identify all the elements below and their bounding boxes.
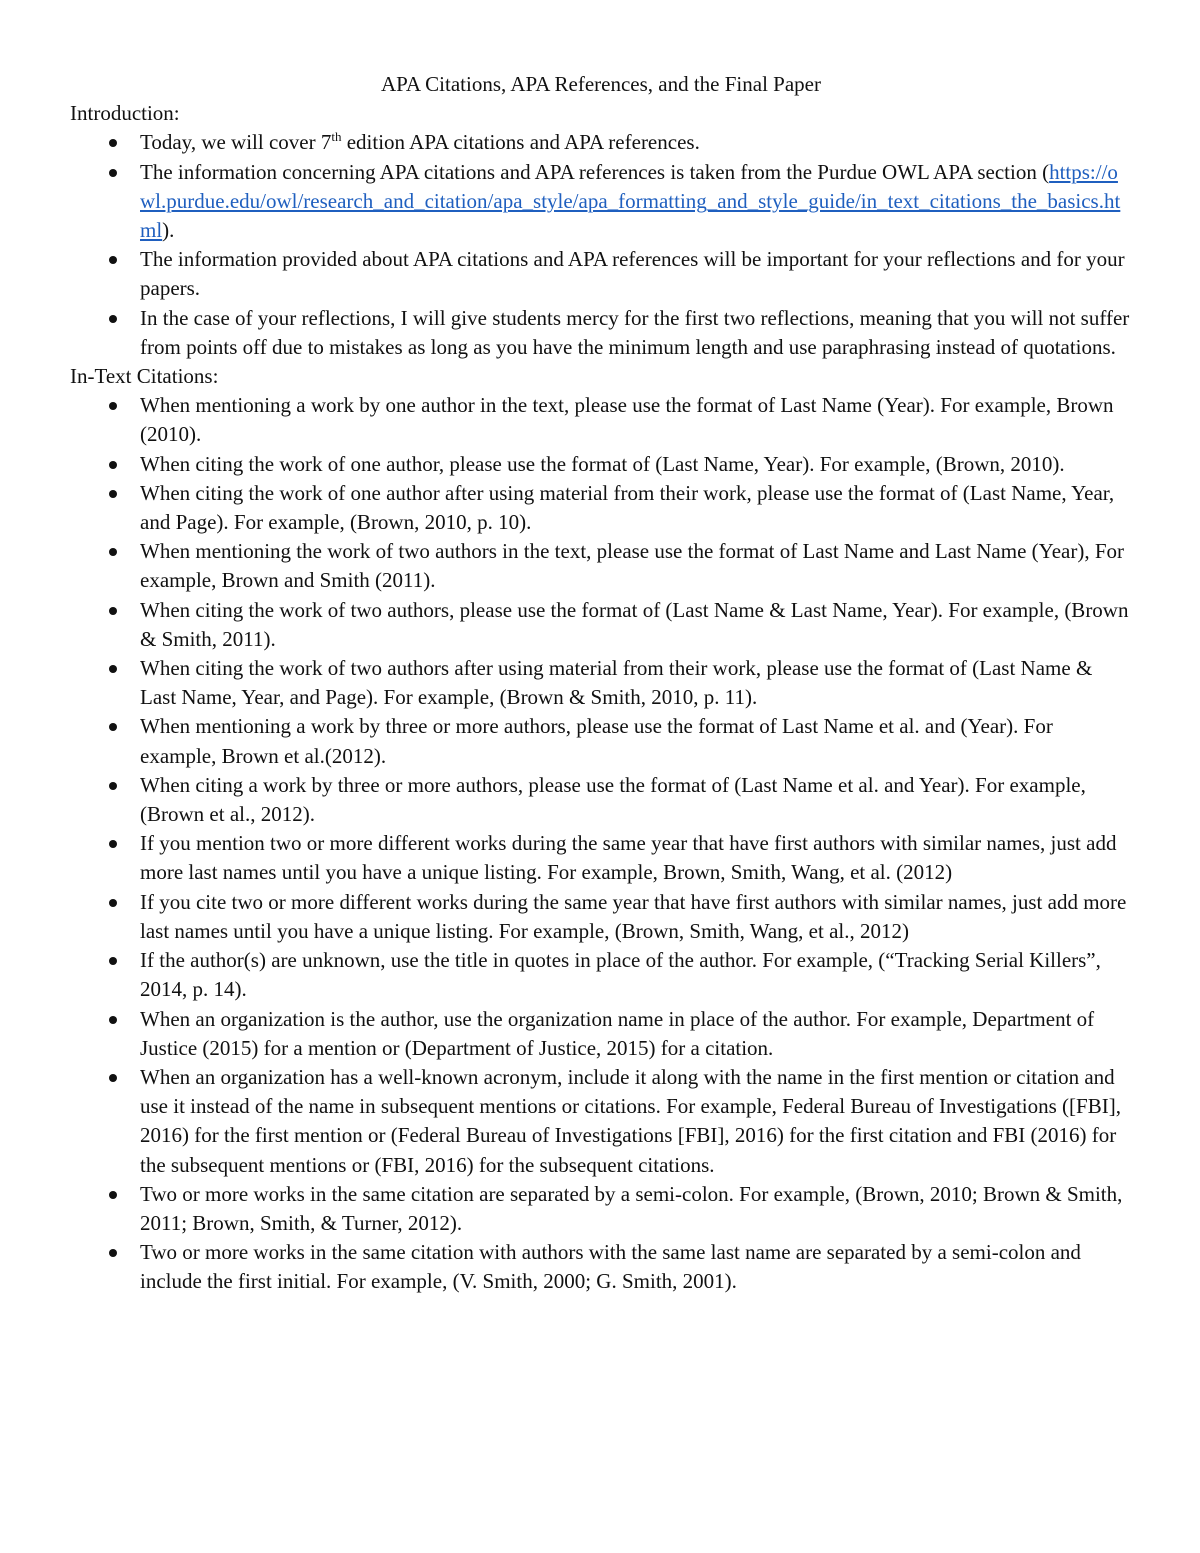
bullet-icon bbox=[109, 548, 117, 556]
list-item bbox=[70, 1238, 1132, 1296]
document-page bbox=[70, 70, 1132, 1297]
superscript-ordinal: th bbox=[331, 129, 342, 145]
item-text: When citing the work of one author after using material from their work, please use the format of (Last Name, Year, and Page). For example, (Brown, 2010, p. 10). bbox=[140, 480, 1115, 535]
list-item bbox=[70, 654, 1132, 712]
item-text: When citing the work of two authors after using material from their work, please use the format of (Last Name & Last Name, Year, and Page). For example, (Brown & Smith, 2010, p. 11). bbox=[140, 656, 1093, 710]
list-item bbox=[70, 304, 1132, 362]
bullet-icon bbox=[109, 607, 117, 615]
list-item bbox=[70, 1005, 1132, 1063]
bullet-icon bbox=[109, 1191, 117, 1199]
bullet-icon bbox=[109, 139, 117, 147]
document-title: APA Citations, APA References, and the Final Paper bbox=[380, 72, 821, 96]
bullet-icon bbox=[109, 957, 117, 965]
bullet-icon bbox=[109, 723, 117, 731]
item-text: Two or more works in the same citation with authors with the same last name are separated by a semi-colon and include the first initial. For example, (V. Smith, 2000; G. Smith, 2001). bbox=[140, 1240, 1081, 1294]
item-text: When mentioning a work by three or more authors, please use the format of Last Name et al. and (Year). For example, Brown et al.(2012). bbox=[140, 714, 1053, 768]
bullet-icon bbox=[109, 899, 117, 907]
item-text-after: edition APA citations and APA references. bbox=[341, 130, 700, 155]
bullet-icon bbox=[109, 490, 117, 498]
item-text-after: ). bbox=[162, 218, 175, 243]
item-text: In the case of your reflections, I will give students mercy for the first two reflections, meaning that you will not suffer from points off due to mistakes as long as you have the minimum length and use paraphrasing instead of quotations. bbox=[140, 305, 1130, 359]
item-text: Two or more works in the same citation are separated by a semi-colon. For example, (Brown, 2010; Brown & Smith, 2011; Brown, Smith, & Turner, 2012). bbox=[140, 1181, 1123, 1235]
item-text: If the author(s) are unknown, use the title in quotes in place of the author. For example, (“Tracking Serial Killers”, 2014, p. 14). bbox=[140, 948, 1101, 1002]
item-text-before: Today, we will cover 7 bbox=[140, 130, 332, 155]
item-text: When mentioning the work of two authors in the text, please use the format of Last Name and Last Name (Year), For example, Brown and Smith (2011). bbox=[140, 539, 1125, 593]
list-item bbox=[70, 946, 1132, 1004]
bullet-icon bbox=[109, 1016, 117, 1024]
list-item bbox=[70, 537, 1132, 595]
bullet-icon bbox=[109, 315, 117, 323]
item-text: When an organization has a well-known acronym, include it along with the name in the first mention or citation and use it instead of the name in subsequent mentions or citations. For example, Federal Bureau of Investigations ([FBI], 2016) for the first mention or (Federal Bureau of Investigations [FBI], 2016) for the first citation and FBI (2016) for the subsequent mentions or (FBI, 2016) for the subsequent citations. bbox=[140, 1064, 1121, 1177]
bullet-icon bbox=[109, 665, 117, 673]
item-text: The information provided about APA citations and APA references will be important for your reflections and for your papers. bbox=[140, 247, 1125, 301]
purdue-owl-link[interactable]: https://owl.purdue.edu/owl/research_and_citation/apa_style/apa_formatting_and_style_guide/in_text_citations_the_basics.html bbox=[140, 159, 1121, 243]
item-text: When citing the work of two authors, please use the format of (Last Name & Last Name, Year). For example, (Brown & Smith, 2011). bbox=[140, 597, 1129, 651]
list-item bbox=[70, 245, 1132, 303]
bullet-icon bbox=[109, 840, 117, 848]
bullet-icon bbox=[109, 1074, 117, 1082]
bullet-icon bbox=[109, 402, 117, 410]
list-item bbox=[70, 391, 1132, 449]
bullet-icon bbox=[109, 1249, 117, 1257]
list-item bbox=[70, 712, 1132, 770]
item-text: When citing a work by three or more authors, please use the format of (Last Name et al. and Year). For example, (Brown et al., 2012). bbox=[140, 772, 1086, 827]
introduction-list bbox=[70, 128, 1132, 362]
list-item bbox=[70, 479, 1132, 537]
in-text-citations-list bbox=[70, 391, 1132, 1296]
list-item bbox=[70, 128, 1132, 157]
list-item bbox=[70, 888, 1132, 946]
list-item bbox=[70, 771, 1132, 829]
item-text: When an organization is the author, use the organization name in place of the author. For example, Department of Justice (2015) for a mention or (Department of Justice, 2015) for a citation. bbox=[140, 1006, 1095, 1060]
item-text-before: The information concerning APA citations and APA references is taken from the Purdue OWL APA section ( bbox=[140, 159, 1050, 184]
bullet-icon bbox=[109, 782, 117, 790]
in-text-citations-heading: In-Text Citations: bbox=[70, 364, 219, 389]
list-item bbox=[70, 450, 1132, 479]
item-text: If you mention two or more different works during the same year that have first authors with similar names, just add more last names until you have a unique listing. For example, Brown, Smith, Wang, et al. (2012) bbox=[140, 831, 1117, 885]
item-text: When citing the work of one author, please use the format of (Last Name, Year). For example, (Brown, 2010). bbox=[140, 451, 1065, 476]
list-item bbox=[70, 1180, 1132, 1238]
bullet-icon bbox=[109, 461, 117, 469]
list-item bbox=[70, 596, 1132, 654]
introduction-heading: Introduction: bbox=[70, 101, 180, 126]
bullet-icon bbox=[109, 256, 117, 264]
item-text: When mentioning a work by one author in the text, please use the format of Last Name (Year). For example, Brown (2010). bbox=[140, 393, 1114, 447]
bullet-icon bbox=[109, 169, 117, 177]
item-text: If you cite two or more different works during the same year that have first authors with similar names, just add more last names until you have a unique listing. For example, (Brown, Smith, Wang, et al., 2012) bbox=[140, 889, 1127, 943]
list-item bbox=[70, 158, 1132, 246]
list-item bbox=[70, 829, 1132, 887]
list-item bbox=[70, 1063, 1132, 1180]
